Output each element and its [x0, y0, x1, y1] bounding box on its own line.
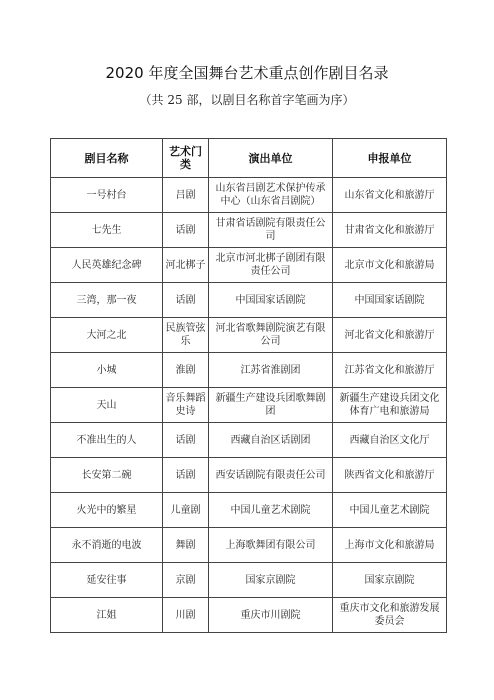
repertoire-table [50, 138, 447, 633]
cell-applying-unit: 上海市文化和旅游局 [333, 528, 447, 563]
cell-performing-unit: 江苏省淮剧团 [209, 353, 333, 388]
table-row [51, 318, 447, 353]
cell-play-name: 七先生 [51, 213, 163, 248]
cell-play-name: 江姐 [51, 598, 163, 633]
cell-performing-unit: 河北省歌舞剧院演艺有限公司 [209, 318, 333, 353]
cell-art-category: 话剧 [163, 283, 209, 318]
table-header-row [51, 139, 447, 178]
cell-play-name: 永不消逝的电波 [51, 528, 163, 563]
cell-applying-unit: 甘肃省文化和旅游厅 [333, 213, 447, 248]
cell-performing-unit: 甘肃省话剧院有限责任公司 [209, 213, 333, 248]
table-row [51, 353, 447, 388]
page-subtitle: （共 25 部，以剧目名称首字笔画为序） [139, 93, 355, 107]
cell-performing-unit: 重庆市川剧院 [209, 598, 333, 633]
cell-performing-unit: 西安话剧院有限责任公司 [209, 458, 333, 493]
cell-play-name: 不准出生的人 [51, 423, 163, 458]
cell-applying-unit: 江苏省文化和旅游厅 [333, 353, 447, 388]
table-row [51, 283, 447, 318]
cell-performing-unit: 中国儿童艺术剧院 [209, 493, 333, 528]
cell-applying-unit: 重庆市文化和旅游发展委员会 [333, 598, 447, 633]
cell-play-name: 小城 [51, 353, 163, 388]
cell-art-category: 民族管弦乐 [163, 318, 209, 353]
cell-performing-unit: 北京市河北梆子剧团有限责任公司 [209, 248, 333, 283]
cell-play-name: 火光中的繁星 [51, 493, 163, 528]
cell-applying-unit: 中国儿童艺术剧院 [333, 493, 447, 528]
table-row [51, 598, 447, 633]
cell-applying-unit: 山东省文化和旅游厅 [333, 178, 447, 213]
table-row [51, 248, 447, 283]
cell-art-category: 淮剧 [163, 353, 209, 388]
cell-performing-unit: 国家京剧院 [209, 563, 333, 598]
cell-performing-unit: 中国国家话剧院 [209, 283, 333, 318]
cell-art-category: 河北梆子 [163, 248, 209, 283]
header-applying-unit: 申报单位 [333, 139, 447, 178]
table-row [51, 213, 447, 248]
table-row [51, 388, 447, 423]
cell-art-category: 京剧 [163, 563, 209, 598]
cell-art-category: 话剧 [163, 213, 209, 248]
page-title: 2020 年度全国舞台艺术重点创作剧目名录 [105, 64, 389, 82]
table-row [51, 563, 447, 598]
cell-art-category: 川剧 [163, 598, 209, 633]
cell-performing-unit: 上海歌舞团有限公司 [209, 528, 333, 563]
cell-play-name: 延安往事 [51, 563, 163, 598]
cell-art-category: 音乐舞蹈史诗 [163, 388, 209, 423]
cell-play-name: 天山 [51, 388, 163, 423]
cell-art-category: 话剧 [163, 423, 209, 458]
cell-applying-unit: 北京市文化和旅游局 [333, 248, 447, 283]
cell-play-name: 三湾，那一夜 [51, 283, 163, 318]
cell-applying-unit: 国家京剧院 [333, 563, 447, 598]
cell-applying-unit: 新疆生产建设兵团文化体育广电和旅游局 [333, 388, 447, 423]
table-row [51, 178, 447, 213]
cell-art-category: 儿童剧 [163, 493, 209, 528]
table-row [51, 493, 447, 528]
table-row [51, 458, 447, 493]
cell-art-category: 舞剧 [163, 528, 209, 563]
table-row [51, 423, 447, 458]
cell-play-name: 一号村台 [51, 178, 163, 213]
cell-applying-unit: 西藏自治区文化厅 [333, 423, 447, 458]
cell-play-name: 大河之北 [51, 318, 163, 353]
cell-performing-unit: 西藏自治区话剧团 [209, 423, 333, 458]
cell-play-name: 长安第二碗 [51, 458, 163, 493]
header-play-name: 剧目名称 [51, 139, 163, 178]
cell-art-category: 话剧 [163, 458, 209, 493]
cell-performing-unit: 新疆生产建设兵团歌舞剧团 [209, 388, 333, 423]
header-performing-unit: 演出单位 [209, 139, 333, 178]
cell-applying-unit: 河北省文化和旅游厅 [333, 318, 447, 353]
cell-art-category: 吕剧 [163, 178, 209, 213]
table-row [51, 528, 447, 563]
header-art-category: 艺术门类 [163, 139, 209, 178]
cell-play-name: 人民英雄纪念碑 [51, 248, 163, 283]
cell-applying-unit: 陕西省文化和旅游厅 [333, 458, 447, 493]
cell-performing-unit: 山东省吕剧艺术保护传承中心（山东省吕剧院） [209, 178, 333, 213]
cell-applying-unit: 中国国家话剧院 [333, 283, 447, 318]
